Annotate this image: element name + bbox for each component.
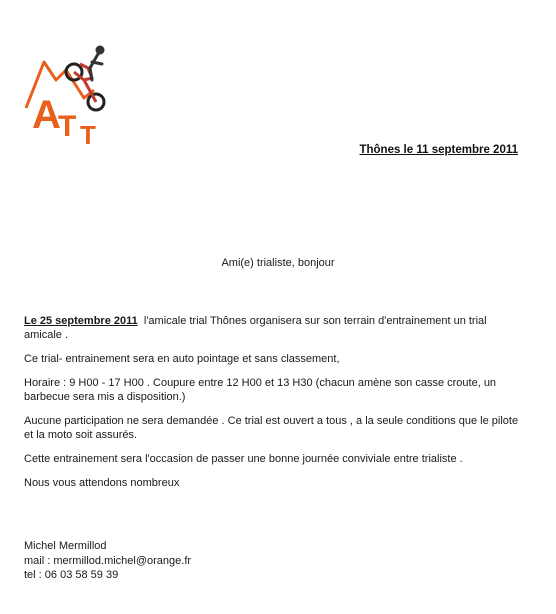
letter-body	[24, 314, 524, 500]
signer-phone: tel : 06 03 58 59 39	[24, 569, 119, 581]
paragraph-format: Ce trial- entrainement sera en auto pointage et sans classement,	[24, 353, 340, 365]
paragraph-announcement	[24, 314, 524, 342]
event-date: Le 25 septembre 2011	[24, 315, 138, 327]
svg-text:T: T	[58, 110, 77, 143]
greeting: Ami(e) trialiste, bonjour	[221, 257, 335, 269]
svg-text:T: T	[80, 120, 96, 150]
signer-name: Michel Mermillod	[24, 540, 107, 552]
signature-block	[24, 539, 191, 583]
svg-text:A: A	[32, 93, 61, 137]
trial-motorbike-logo-icon	[22, 40, 114, 152]
club-logo	[22, 40, 114, 152]
paragraph-schedule: Horaire : 9 H00 - 17 H00 . Coupure entre 12 H00 et 13 H30 (chacun amène son casse croute, un barbecue sera mis a disposition.)	[24, 377, 497, 403]
signer-email: mail : mermillod.michel@orange.fr	[24, 554, 192, 567]
paragraph-conditions: Aucune participation ne sera demandée . Ce trial est ouvert a tous , a la seule conditions que le pilote et la moto soit assurés.	[24, 415, 519, 441]
place-date-heading: Thônes le 11 septembre 2011	[359, 144, 518, 156]
paragraph-closing: Nous vous attendons nombreux	[24, 477, 180, 489]
paragraph-occasion: Cette entrainement sera l'occasion de passer une bonne journée conviviale entre trialiste .	[24, 453, 463, 465]
announcement-text: l'amicale trial Thônes organisera sur son terrain d'entrainement un trial amicale .	[24, 315, 487, 341]
